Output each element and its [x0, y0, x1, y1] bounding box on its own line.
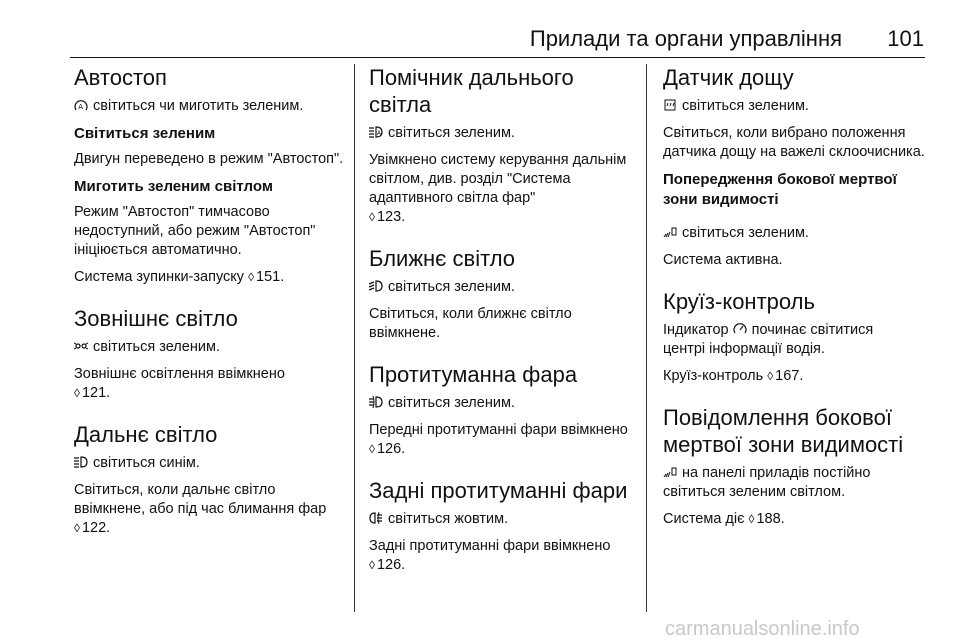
- reference-symbol: ◊: [748, 512, 755, 526]
- autostop-desc: A світиться чи миготить зеленим.: [74, 97, 346, 116]
- page-header: [0, 26, 960, 56]
- blind-warn-desc: світиться зеленим.: [663, 224, 935, 243]
- blind-warn-heading: Попередження бокової мертвої зони видимості: [663, 171, 897, 208]
- front-fog-desc: світиться зеленим.: [369, 394, 641, 413]
- autostop-sub2-heading: Миготить зеленим світлом: [74, 178, 273, 195]
- exterior-light-icon: [74, 340, 88, 352]
- front-fog-text: Передні протитуманні фари ввімкнено ◊ 126.: [369, 422, 628, 457]
- reference-symbol: ◊: [369, 210, 375, 224]
- cruise-text: Індикатор починає світитися центрі інформації водія.: [663, 322, 874, 357]
- section-heading-front-fog: Протитуманна фара: [369, 362, 578, 387]
- cruise-control-icon: [733, 323, 747, 335]
- section-heading-high-beam: Дальнє світло: [74, 422, 218, 447]
- autostop-sub2-text: Режим "Автостоп" тимчасово недоступний, або режим "Автостоп" ініціюється автоматично.: [74, 204, 316, 258]
- high-beam-assist-icon: [369, 126, 383, 138]
- blind-msg-ref: Система діє ◊ 188.: [663, 511, 785, 527]
- column-divider: [646, 64, 647, 612]
- front-fog-icon: [369, 396, 383, 408]
- high-beam-text: Світиться, коли дальнє світло ввімкнене, або під час блимання фар ◊ 122.: [74, 482, 327, 536]
- blind-spot-icon: [663, 466, 677, 478]
- high-beam-desc: світиться синім.: [74, 454, 346, 473]
- autostop-sub1-heading: Світиться зеленим: [74, 125, 216, 142]
- section-heading-exterior: Зовнішнє світло: [74, 306, 238, 331]
- autostop-sub1-text: Двигун переведено в режим "Автостоп".: [74, 151, 344, 167]
- blind-msg-desc: на панелі приладів постійно світиться зеленим світлом.: [663, 465, 871, 500]
- low-beam-desc: світиться зеленим.: [369, 278, 641, 297]
- section-heading-rain: Датчик дощу: [663, 65, 794, 90]
- page-number: 101: [887, 26, 924, 51]
- autostop-ref: Система зупинки-запуску ◊ 151.: [74, 269, 285, 285]
- reference-symbol: ◊: [248, 270, 255, 284]
- reference-symbol: ◊: [74, 521, 80, 535]
- blind-spot-icon: [663, 226, 677, 238]
- header-title: Прилади та органи управління: [529, 26, 842, 51]
- autostop-icon: [74, 99, 88, 111]
- column-right: [663, 64, 935, 537]
- svg-text:A: A: [78, 103, 84, 111]
- section-heading-autostop: Автостоп: [74, 65, 167, 90]
- low-beam-icon: [369, 280, 383, 292]
- cruise-ref: Круїз-контроль ◊ 167.: [663, 368, 804, 384]
- section-heading-low-beam: Ближнє світло: [369, 246, 516, 271]
- section-heading-blind-msg: Повідомлення бокової мертвої зони видимості: [663, 405, 904, 457]
- section-heading-cruise: Круїз-контроль: [663, 289, 815, 314]
- rear-fog-icon: [369, 512, 383, 524]
- assist-text: Увімкнено систему керування дальнім світлом, див. розділ "Система адаптивного світла фар" ◊ 123.: [369, 152, 627, 225]
- section-heading-assist: Помічник дальнього світла: [369, 65, 574, 117]
- high-beam-icon: [74, 456, 88, 468]
- watermark: carmanualsonline.info: [665, 618, 860, 640]
- section-heading-rear-fog: Задні протитуманні фари: [369, 478, 628, 503]
- rain-desc: світиться зеленим.: [663, 97, 935, 116]
- assist-desc: A світиться зеленим.: [369, 124, 641, 143]
- svg-text:A: A: [377, 130, 382, 137]
- rain-sensor-icon: [663, 99, 677, 111]
- reference-symbol: ◊: [369, 442, 375, 456]
- column-middle: [369, 64, 641, 583]
- reference-symbol: ◊: [767, 369, 774, 383]
- reference-symbol: ◊: [369, 558, 375, 572]
- exterior-desc: світиться зеленим.: [74, 338, 346, 357]
- rear-fog-text: Задні протитуманні фари ввімкнено ◊ 126.: [369, 538, 611, 573]
- exterior-text: Зовнішнє освітлення ввімкнено ◊ 121.: [74, 366, 285, 401]
- column-divider: [354, 64, 355, 612]
- low-beam-text: Світиться, коли ближнє світло ввімкнене.: [369, 306, 572, 341]
- blind-warn-text: Система активна.: [663, 252, 783, 268]
- rear-fog-desc: світиться жовтим.: [369, 510, 641, 529]
- header-rule: [70, 57, 925, 58]
- rain-text: Світиться, коли вибрано положення датчика дощу на важелі склоочисника.: [663, 125, 925, 160]
- column-left: [74, 64, 346, 546]
- reference-symbol: ◊: [74, 386, 80, 400]
